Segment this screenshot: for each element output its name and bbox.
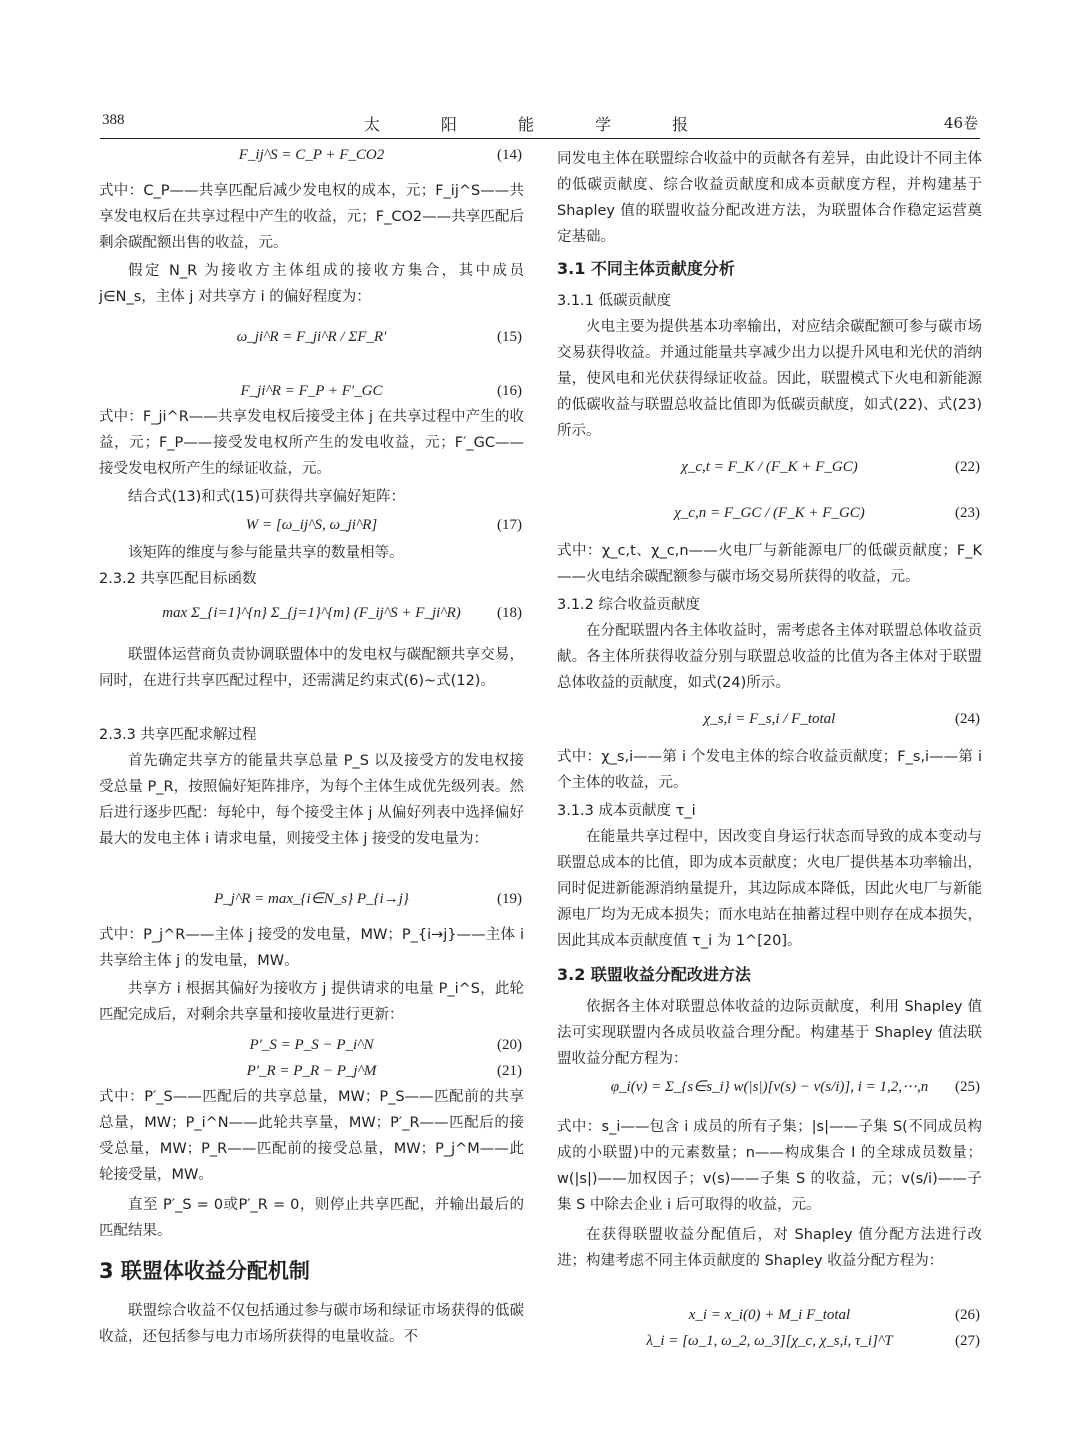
paragraph: 直至 P′_S = 0或P′_R = 0，则停止共享匹配，并输出最后的匹配结果。 [99,1197,524,1239]
paragraph: 式中：χ_s,i——第 i 个发电主体的综合收益贡献度；F_s,i——第 i 个主体的收益，元。 [557,749,982,791]
subsubsection-heading: 2.3.3 共享匹配求解过程 [99,727,257,743]
equation-number: (15) [497,329,522,345]
equation-number: (19) [497,891,522,907]
paragraph: 式中：P′_S——匹配后的共享总量，MW；P_S——匹配前的共享总量，MW；P_i^N——此轮共享量，MW；P′_R——匹配后的接受总量，MW；P_R——匹配前的接受总量，MW；P_j^M——此轮接受量，MW。 [99,1089,524,1183]
subsubsection-heading: 3.1.2 综合收益贡献度 [557,597,701,613]
subsubsection-heading: 3.1.3 成本贡献度 τ_i [557,803,696,819]
paragraph: 式中：F_ji^R——共享发电权后接受主体 j 在共享过程中产生的收益，元；F_P——接受发电权所产生的发电收益，元；F′_GC——接受发电权所产生的绿证收益，元。 [99,409,524,477]
paragraph: 式中：s_i——包含 i 成员的所有子集；|s|——子集 S(不同成员构成的小联盟)中的元素数量；n——构成集合 I 的全球成员数量；w(|s|)——加权因子；v(s)——子集 S 的收益，元；v(s/i)——子集 S 中除去企业 i 后可取得的收益，元。 [557,1119,982,1213]
equation [557,500,982,526]
section-heading: 3 联盟体收益分配机制 [99,1259,310,1283]
paragraph: 结合式(13)和式(15)可获得共享偏好矩阵： [128,489,406,505]
equation-body: λ_i = [ω_1, ω_2, ω_3][χ_c, χ_s,i, τ_i]^T [646,1333,893,1349]
equation-number: (25) [955,1079,980,1095]
equation [557,1074,982,1100]
equation-body: W = [ω_ij^S, ω_ji^R] [245,517,378,533]
equation [99,378,524,404]
equation-number: (14) [497,147,522,163]
equation [99,142,524,168]
equation-body: P′_R = P_R − P_j^M [246,1063,377,1079]
journal-title: 太 阳 能 学 报 [363,115,717,134]
paragraph: 同发电主体在联盟综合收益中的贡献各有差异，由此设计不同主体的低碳贡献度、综合收益贡献度和成本贡献度方程，并构建基于 Shapley 值的联盟收益分配改进方法，为联盟体合作稳定运营奠定基础。 [557,151,982,245]
volume-label: 46卷 [943,114,978,132]
equation-number: (20) [497,1037,522,1053]
paragraph: 该矩阵的维度与参与能量共享的数量相等。 [128,545,404,561]
equation [99,600,524,626]
paragraph: 在分配联盟内各主体收益时，需考虑各主体对联盟总体收益贡献。各主体所获得收益分别与联盟总收益的比值为各主体对于联盟总体收益的贡献度，如式(24)所示。 [557,623,982,691]
equation-number: (26) [955,1307,980,1323]
equation-number: (24) [955,711,980,727]
paragraph: 在能量共享过程中，因改变自身运行状态而导致的成本变动与联盟总成本的比值，即为成本贡献度；火电厂提供基本功率输出，同时促进新能源消纳量提升，其边际成本降低，因此火电厂与新能源电厂均为无成本损失；而水电站在抽蓄过程中则存在成本损失，因此其成本贡献度值 τ_i 为 1^[20]。 [557,829,982,949]
equation-body: φ_i(v) = Σ_{s∈s_i} w(|s|)[v(s) − v(s/i)], i = 1,2,⋯,n [610,1079,929,1095]
subsubsection-heading: 2.3.2 共享匹配目标函数 [99,571,257,587]
paragraph: 联盟体运营商负责协调联盟体中的发电权与碳配额共享交易，同时，在进行共享匹配过程中，还需满足约束式(6)~式(12)。 [99,647,524,689]
equation [99,886,524,912]
equation-number: (23) [955,505,980,521]
equation [557,1302,982,1328]
equation-number: (27) [955,1333,980,1349]
equation-body: x_i = x_i(0) + M_i F_total [688,1307,851,1323]
equation [557,1328,982,1354]
paragraph: 式中：C_P——共享匹配后减少发电权的成本，元；F_ij^S——共享发电权后在共享过程中产生的收益，元；F_CO2——共享匹配后剩余碳配额出售的收益，元。 [99,183,524,251]
equation-number: (21) [497,1063,522,1079]
equation-body: F_ji^R = F_P + F′_GC [240,383,383,399]
equation [557,454,982,480]
equation-number: (22) [955,459,980,475]
equation-body: χ_c,n = F_GC / (F_K + F_GC) [674,505,865,521]
subsection-heading: 3.1 不同主体贡献度分析 [557,259,735,278]
paragraph: 依据各主体对联盟总体收益的边际贡献度，利用 Shapley 值法可实现联盟内各成员收益合理分配。构建基于 Shapley 值法联盟收益分配方程为： [557,999,982,1067]
equation-body: P′_S = P_S − P_i^N [249,1037,374,1053]
equation [99,1058,524,1084]
equation-body: χ_c,t = F_K / (F_K + F_GC) [681,459,858,475]
equation-body: F_ij^S = C_P + F_CO2 [238,147,385,163]
paragraph: 式中：P_j^R——主体 j 接受的发电量，MW；P_{i→j}——主体 i 共享给主体 j 的发电量，MW。 [99,927,524,969]
equation-number: (18) [497,605,522,621]
paragraph: 联盟综合收益不仅包括通过参与碳市场和绿证市场获得的低碳收益，还包括参与电力市场所获得的电量收益。不 [99,1303,524,1345]
paragraph: 火电主要为提供基本功率输出，对应结余碳配额可参与碳市场交易获得收益。并通过能量共享减少出力以提升风电和光伏的消纳量，使风电和光伏获得绿证收益。因此，联盟模式下火电和新能源的低碳收益与联盟总收益比值即为低碳贡献度，如式(22)、式(23)所示。 [557,319,982,439]
equation [99,1032,524,1058]
equation-body: max Σ_{i=1}^{n} Σ_{j=1}^{m} (F_ij^S + F_ji^R) [162,605,461,621]
paragraph: 在获得联盟收益分配值后，对 Shapley 值分配方法进行改进；构建考虑不同主体贡献度的 Shapley 收益分配方程为： [557,1227,982,1269]
equation-body: χ_s,i = F_s,i / F_total [703,711,836,727]
equation-body: P_j^R = max_{i∈N_s} P_{i→j} [214,891,409,907]
equation [99,324,524,350]
equation-number: (16) [497,383,522,399]
page-number: 388 [102,112,125,128]
paragraph: 式中：χ_c,t、χ_c,n——火电厂与新能源电厂的低碳贡献度；F_K——火电结余碳配额参与碳市场交易所获得的收益，元。 [557,543,982,585]
running-header [100,112,980,139]
paragraph: 共享方 i 根据其偏好为接收方 j 提供请求的电量 P_i^S，此轮匹配完成后，对剩余共享量和接收量进行更新： [99,981,524,1023]
equation-number: (17) [497,517,522,533]
paragraph: 首先确定共享方的能量共享总量 P_S 以及接受方的发电权接受总量 P_R，按照偏好矩阵排序，为每个主体生成优先级列表。然后进行逐步匹配：每轮中，每个接受主体 j 从偏好列表中选择偏好最大的发电主体 i 请求电量，则接受主体 j 接受的发电量为： [99,753,524,847]
paragraph: 假定 N_R 为接收方主体组成的接收方集合，其中成员 j∈N_s，主体 j 对共享方 i 的偏好程度为： [99,263,524,305]
subsubsection-heading: 3.1.1 低碳贡献度 [557,293,672,309]
subsection-heading: 3.2 联盟收益分配改进方法 [557,965,751,984]
equation-body: ω_ji^R = F_ji^R / ΣF_R′ [236,329,387,345]
equation [557,706,982,732]
equation [99,512,524,538]
